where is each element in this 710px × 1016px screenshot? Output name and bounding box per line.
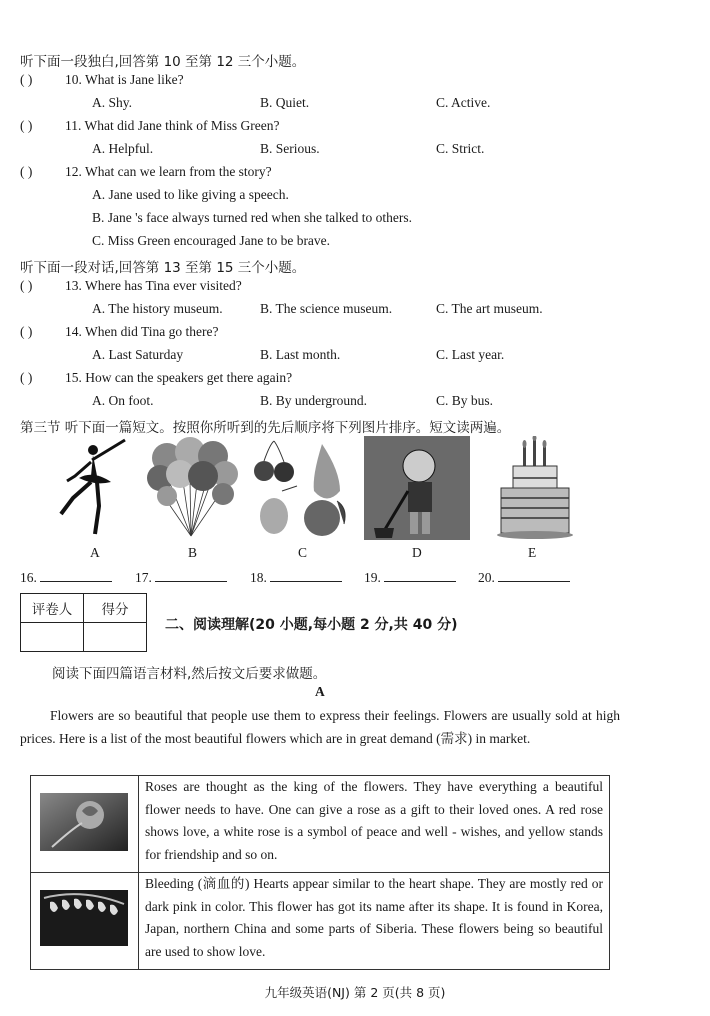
q11-option-c[interactable]: C. Strict. [436, 141, 485, 156]
answer-20-blank[interactable] [498, 569, 570, 582]
fruits-picture [252, 436, 352, 541]
q10-stem: 10. What is Jane like? [65, 72, 184, 87]
child-sweeping-picture [364, 436, 470, 540]
rose-image-cell [31, 776, 139, 873]
picture-label-a: A [90, 545, 100, 560]
q13-paren[interactable]: ( ) [20, 278, 33, 293]
answer-17-label: 17. [135, 570, 152, 585]
section-3-instructions: 第三节 听下面一篇短文。按照你所听到的先后顺序将下列图片排序。短文读两遍。 [20, 420, 511, 436]
flower-table [30, 775, 610, 970]
q12-option-c[interactable]: C. Miss Green encouraged Jane to be brave. [92, 233, 331, 248]
bleeding-hearts-description: Bleeding (滴血的) Hearts appear similar to the heart shape. They are mostly red or dark pink in color. This flower has got its name after its shape. It is found in Korea, Japan, northern China and some parts of Siberia. These flowers being so beautiful are used to show love. [139, 873, 610, 970]
q15-option-a[interactable]: A. On foot. [92, 393, 154, 408]
passage-letter: A [315, 684, 325, 699]
answer-16[interactable] [20, 569, 112, 586]
q10-paren[interactable]: ( ) [20, 72, 33, 87]
q11-option-b[interactable]: B. Serious. [260, 141, 320, 156]
q10-option-c[interactable]: C. Active. [436, 95, 491, 110]
q11-option-a[interactable]: A. Helpful. [92, 141, 154, 156]
flower-row-rose [31, 776, 610, 873]
grader-cell[interactable] [21, 623, 84, 652]
q13-stem: 13. Where has Tina ever visited? [65, 278, 242, 293]
ballerina-picture [55, 436, 135, 541]
section-intro-dialogue: 听下面一段对话,回答第 13 至第 15 三个小题。 [20, 260, 306, 276]
picture-label-d: D [412, 545, 422, 560]
answer-18-blank[interactable] [270, 569, 342, 582]
q10-option-a[interactable]: A. Shy. [92, 95, 133, 110]
bleeding-hearts-photo [32, 874, 132, 964]
balloons-picture [145, 436, 240, 541]
q14-option-a[interactable]: A. Last Saturday [92, 347, 184, 362]
q13-option-c[interactable]: C. The art museum. [436, 301, 543, 316]
flower-row-bleeding-hearts [31, 873, 610, 970]
answer-19[interactable] [364, 569, 456, 586]
q15-option-c[interactable]: C. By bus. [436, 393, 494, 408]
q14-paren[interactable]: ( ) [20, 324, 33, 339]
rose-photo [32, 777, 132, 867]
q14-stem: 14. When did Tina go there? [65, 324, 219, 339]
q15-option-b[interactable]: B. By underground. [260, 393, 367, 408]
q12-option-b[interactable]: B. Jane 's face always turned red when she talked to others. [92, 210, 412, 225]
q10-option-b[interactable]: B. Quiet. [260, 95, 310, 110]
picture-label-e: E [528, 545, 537, 560]
q13-option-a[interactable]: A. The history museum. [92, 301, 223, 316]
answer-18-label: 18. [250, 570, 267, 585]
answer-17[interactable] [135, 569, 227, 586]
answer-18[interactable] [250, 569, 342, 586]
passage-intro: Flowers are so beautiful that people use them to express their feelings. Flowers are usually sold at high prices. Here is a list of the most beautiful flowers which are in great demand (需求) in market. [20, 708, 620, 746]
picture-label-b: B [188, 545, 198, 560]
q11-paren[interactable]: ( ) [20, 118, 33, 133]
q12-option-a[interactable]: A. Jane used to like giving a speech. [92, 187, 289, 202]
q12-stem: 12. What can we learn from the story? [65, 164, 272, 179]
q14-option-b[interactable]: B. Last month. [260, 347, 341, 362]
q15-paren[interactable]: ( ) [20, 370, 33, 385]
q11-stem: 11. What did Jane think of Miss Green? [65, 118, 280, 133]
page-footer: 九年级英语(NJ) 第 2 页(共 8 页) [264, 985, 446, 1000]
score-label: 得分 [84, 594, 147, 623]
q14-option-c[interactable]: C. Last year. [436, 347, 505, 362]
answer-16-label: 16. [20, 570, 37, 585]
section-intro-monologue: 听下面一段独白,回答第 10 至第 12 三个小题。 [20, 54, 306, 70]
answer-19-label: 19. [364, 570, 381, 585]
q13-option-b[interactable]: B. The science museum. [260, 301, 393, 316]
q15-stem: 15. How can the speakers get there again? [65, 370, 293, 385]
picture-label-c: C [298, 545, 308, 560]
score-cell[interactable] [84, 623, 147, 652]
part-2-title: 二、阅读理解(20 小题,每小题 2 分,共 40 分) [165, 617, 458, 633]
scorer-box [20, 593, 147, 652]
answer-20-label: 20. [478, 570, 495, 585]
answer-20[interactable] [478, 569, 570, 586]
reading-instructions: 阅读下面四篇语言材料,然后按文后要求做题。 [52, 666, 327, 682]
bleeding-hearts-image-cell [31, 873, 139, 970]
answer-19-blank[interactable] [384, 569, 456, 582]
answer-16-blank[interactable] [40, 569, 112, 582]
grader-label: 评卷人 [21, 594, 84, 623]
birthday-cake-picture [495, 436, 575, 541]
answer-17-blank[interactable] [155, 569, 227, 582]
rose-description: Roses are thought as the king of the flowers. They have everything a beautiful flower needs to have. One can give a rose as a gift to their loved ones. A red rose shows love, a white rose is a symbol of peace and well - wishes, and yellow stands for friendship and so on. [139, 776, 610, 873]
q12-paren[interactable]: ( ) [20, 164, 33, 179]
